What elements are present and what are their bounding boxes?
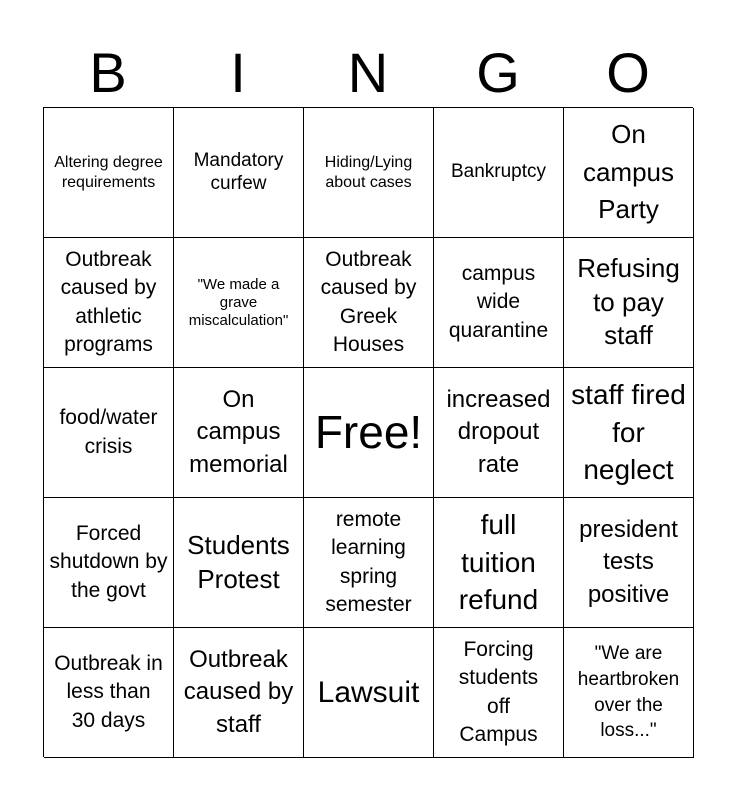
cell-text: president tests positive [579, 515, 678, 608]
cell-text: Outbreak caused by athletic programs [60, 247, 157, 356]
cell-text: Forced shutdown by the govt [49, 521, 168, 602]
bingo-cell[interactable] [434, 108, 564, 238]
bingo-cell[interactable] [434, 498, 564, 628]
bingo-cell[interactable] [434, 368, 564, 498]
cell-text: "We are heartbroken over the loss..." [577, 643, 680, 742]
free-space: Free! [314, 405, 423, 458]
bingo-cell[interactable] [174, 368, 304, 498]
cell-text: Lawsuit [317, 675, 420, 709]
cell-text: increased dropout rate [446, 385, 551, 478]
cell-text: staff fired for neglect [571, 378, 686, 486]
bingo-cell[interactable] [564, 238, 694, 368]
cell-text: On campus memorial [189, 385, 288, 478]
cell-text: Bankruptcy [450, 161, 547, 183]
cell-text: Mandatory curfew [193, 149, 284, 194]
bingo-cell[interactable] [44, 108, 174, 238]
cell-text: Altering degree requirements [54, 154, 163, 191]
bingo-cell[interactable] [174, 628, 304, 758]
bingo-cell[interactable] [564, 628, 694, 758]
cell-text: "We made a grave miscalculation" [188, 275, 289, 329]
bingo-cell[interactable] [304, 238, 434, 368]
bingo-cell[interactable] [304, 628, 434, 758]
cell-text: full tuition refund [458, 508, 539, 616]
bingo-cell[interactable] [174, 108, 304, 238]
cell-text: Outbreak in less than 30 days [54, 651, 163, 732]
bingo-header [43, 38, 693, 108]
bingo-grid [43, 107, 693, 757]
cell-text: campus wide quarantine [448, 261, 549, 342]
header-letter-b: B [89, 41, 127, 104]
cell-text: Hiding/Lying about cases [324, 154, 413, 191]
bingo-cell[interactable] [434, 238, 564, 368]
bingo-cell[interactable] [44, 628, 174, 758]
cell-text: Refusing to pay staff [577, 252, 680, 351]
bingo-cell[interactable] [44, 498, 174, 628]
cell-text: remote learning spring semester [325, 507, 412, 616]
bingo-cell[interactable] [564, 368, 694, 498]
bingo-cell[interactable] [564, 498, 694, 628]
cell-text: Outbreak caused by staff [183, 645, 294, 738]
bingo-cell[interactable] [434, 628, 564, 758]
bingo-cell[interactable] [304, 498, 434, 628]
cell-text: Forcing students off Campus [458, 637, 539, 746]
cell-text: food/water crisis [59, 406, 158, 458]
cell-text: On campus Party [582, 118, 675, 225]
bingo-cell[interactable] [44, 238, 174, 368]
bingo-cell[interactable] [564, 108, 694, 238]
cell-text: Outbreak caused by Greek Houses [320, 247, 417, 356]
header-letter-g: G [476, 41, 520, 104]
bingo-cell[interactable] [174, 498, 304, 628]
bingo-cell[interactable] [304, 108, 434, 238]
header-letter-n: N [347, 41, 389, 104]
bingo-cell[interactable] [174, 238, 304, 368]
bingo-cell[interactable] [304, 368, 434, 498]
cell-text: Students Protest [187, 529, 290, 594]
header-letter-i: I [230, 41, 246, 104]
bingo-cell[interactable] [44, 368, 174, 498]
header-letter-o: O [606, 41, 650, 104]
